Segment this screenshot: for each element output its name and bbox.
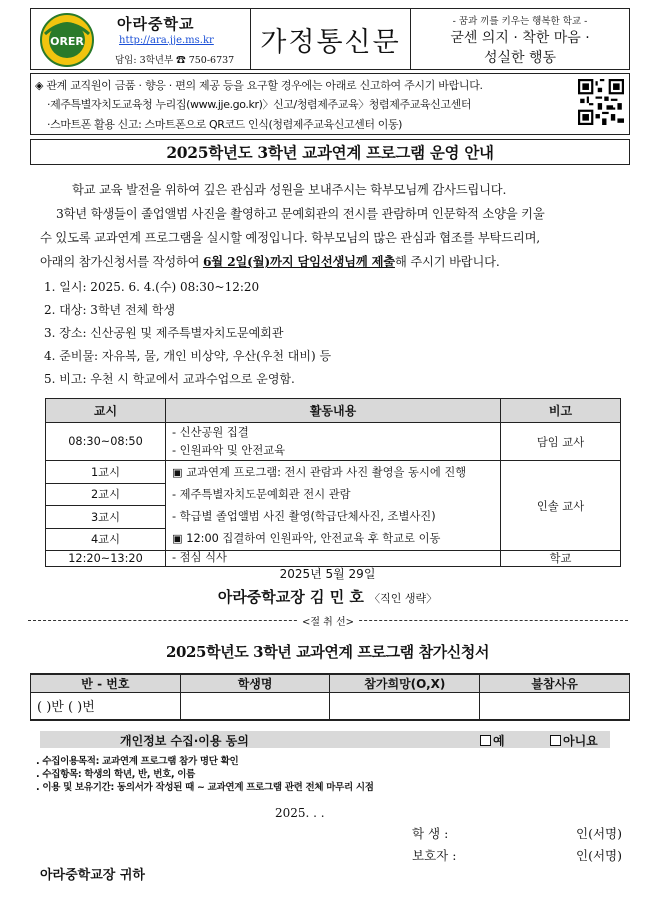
- activity-line: ▣ 12:00 집결하여 인원파악, 안전교육 후 학교로 이동: [172, 532, 441, 545]
- consent-no-label: 아니요: [563, 734, 598, 748]
- addressee: 아라중학교장 귀하: [40, 868, 145, 883]
- principal-name: 아라중학교장 김 민 호: [217, 588, 364, 606]
- schedule-period-1: 1교시: [46, 461, 166, 484]
- student-sign-label: 학 생 :: [412, 826, 449, 841]
- consent-yes-label: 예: [493, 734, 505, 748]
- student-sign-field[interactable]: 인(서명): [576, 826, 622, 841]
- absence-reason-field[interactable]: [480, 693, 630, 720]
- integrity-notice: [30, 73, 630, 135]
- motto-line-1: 굳센 의지 · 착한 마음 ·: [450, 30, 590, 46]
- motto-line-2: 성실한 행동: [483, 50, 557, 66]
- school-contact: 담임: 3학년부 ☎ 750-6737: [115, 55, 235, 66]
- intro-paragraph-1: 학교 교육 발전을 위하여 깊은 관심과 성원을 보내주시는 학부모님께 감사드립니다.: [72, 183, 507, 197]
- seal-omitted: 〈직인 생략〉: [369, 592, 438, 605]
- consent-retention-period: . 이용 및 보유기간: 동의서가 작성된 때 ~ 교과연계 프로그램 관련 전체 마무리 시점: [36, 782, 374, 793]
- school-info-cell: [31, 9, 251, 69]
- activity-line: - 학급별 졸업앨범 사진 촬영(학급단체사진, 조별사진): [172, 510, 436, 523]
- school-name: 아라중학교: [117, 15, 195, 33]
- motto-subtitle: - 꿈과 끼를 키우는 행복한 학교 -: [452, 16, 588, 27]
- newsletter-header: [30, 8, 630, 70]
- table-row: [46, 423, 621, 461]
- detail-item-place: 3. 장소: 신산공원 및 제주특별자치도문예회관: [44, 326, 284, 340]
- activity-line: - 인원파악 및 안전교육: [172, 444, 286, 457]
- emblem-text: ORER: [50, 35, 84, 48]
- consent-title: 개인정보 수집·이용 동의: [120, 734, 249, 748]
- schedule-period-2: 2교시: [46, 483, 166, 506]
- schedule-time: 08:30~08:50: [46, 423, 166, 461]
- consent-bar: [40, 731, 610, 748]
- intro-paragraph-2-line-2: 수 있도록 교과연계 프로그램을 실시할 예정입니다. 학부모님의 많은 관심과 협조를 부탁드리며,: [40, 231, 540, 245]
- schedule-lunch-time: 12:20~13:20: [46, 551, 166, 567]
- motto-cell: [411, 9, 629, 69]
- issue-date: 2025년 5월 29일: [279, 567, 376, 581]
- notice-line-2: ·제주특별자치도교육청 누리집(www.jje.go.kr)〉신고/청렴제주교육〉청렴제주교육신고센터: [47, 98, 472, 111]
- signature-date: 2025. . .: [275, 806, 325, 820]
- consent-no-checkbox[interactable]: [550, 732, 598, 749]
- cut-line: [28, 613, 628, 627]
- qr-code-icon[interactable]: [578, 79, 624, 125]
- schedule-period-activities: [166, 461, 501, 551]
- form-header-student-name: 학생명: [180, 674, 330, 693]
- participation-field[interactable]: [330, 693, 480, 720]
- form-header-participation: 참가희망(O,X): [330, 674, 480, 693]
- schedule-note: 담임 교사: [501, 423, 621, 461]
- form-header-class-number: 반 - 번호: [31, 674, 181, 693]
- schedule-header-row: [46, 399, 621, 423]
- schedule-table: [45, 398, 621, 567]
- intro-deadline-prefix: 아래의 참가신청서를 작성하여: [40, 255, 203, 269]
- detail-item-supplies: 4. 준비물: 자유복, 물, 개인 비상약, 우산(우천 대비) 등: [44, 349, 332, 363]
- detail-item-target: 2. 대상: 3학년 전체 학생: [44, 303, 176, 317]
- checkbox-icon: [550, 735, 561, 746]
- principal-signature: [0, 586, 655, 607]
- form-title: 2025학년도 3학년 교과연계 프로그램 참가신청서: [165, 643, 490, 661]
- student-name-field[interactable]: [180, 693, 330, 720]
- schedule-activity: [166, 423, 501, 461]
- activity-line: ▣ 교과연계 프로그램: 전시 관람과 사진 촬영을 동시에 진행: [172, 466, 467, 479]
- application-form-table: [30, 673, 630, 721]
- consent-purpose: . 수집이용목적: 교과연계 프로그램 참가 명단 확인: [36, 756, 239, 767]
- activity-line: - 신산공원 집결: [172, 426, 249, 439]
- notice-line-3: ·스마트폰 활용 신고: 스마트폰으로 QR코드 인식(청렴제주교육신고센터 이동): [47, 118, 403, 131]
- consent-yes-checkbox[interactable]: [480, 732, 505, 749]
- activity-line: - 제주특별자치도문예회관 전시 관람: [172, 488, 351, 501]
- intro-paragraph-2-line-1: 3학년 학생들이 졸업앨범 사진을 촬영하고 문예회관의 전시를 관람하며 인문학적 소양을 키울: [56, 207, 545, 221]
- parent-sign-label: 보호자 :: [412, 848, 457, 863]
- form-header-absence-reason: 불참사유: [480, 674, 630, 693]
- table-row: [46, 461, 621, 484]
- newsletter-title: 가정통신문: [260, 26, 401, 58]
- schedule-period-3: 3교시: [46, 506, 166, 529]
- notice-line-1: ◈ 관계 교직원이 금품 · 향응 · 편의 제공 등을 요구할 경우에는 아래로 신고하여 주시기 바랍니다.: [35, 79, 483, 92]
- submission-deadline: 6월 2일(월)까지 담임선생님께 제출: [202, 254, 395, 269]
- checkbox-icon: [480, 735, 491, 746]
- intro-paragraph-2-line-3: [40, 250, 630, 274]
- cut-label: <절 취 선>: [298, 617, 358, 628]
- page-title: 2025학년도 3학년 교과연계 프로그램 운영 안내: [30, 139, 630, 165]
- school-url-link[interactable]: http://ara.jje.ms.kr: [119, 35, 214, 46]
- schedule-lunch-note: 학교: [501, 551, 621, 567]
- schedule-header-note: 비고: [501, 399, 621, 423]
- schedule-period-note: 인솔 교사: [501, 461, 621, 551]
- schedule-lunch-activity: - 점심 식사: [166, 551, 501, 567]
- class-number-field[interactable]: ( )반 ( )번: [31, 693, 181, 720]
- schedule-header-activity: 활동내용: [166, 399, 501, 423]
- detail-item-date: 1. 일시: 2025. 6. 4.(수) 08:30~12:20: [44, 280, 260, 294]
- title-cell: [251, 9, 411, 69]
- form-header-row: [31, 674, 630, 693]
- parent-sign-field[interactable]: 인(서명): [576, 848, 622, 863]
- school-emblem-icon: [39, 12, 95, 68]
- schedule-header-period: 교시: [46, 399, 166, 423]
- schedule-period-4: 4교시: [46, 528, 166, 551]
- detail-item-remarks: 5. 비고: 우천 시 학교에서 교과수업으로 운영함.: [44, 372, 295, 386]
- consent-items-collected: . 수집항목: 학생의 학년, 반, 번호, 이름: [36, 769, 196, 780]
- form-input-row: [31, 693, 630, 720]
- intro-deadline-suffix: 해 주시기 바랍니다.: [394, 255, 500, 269]
